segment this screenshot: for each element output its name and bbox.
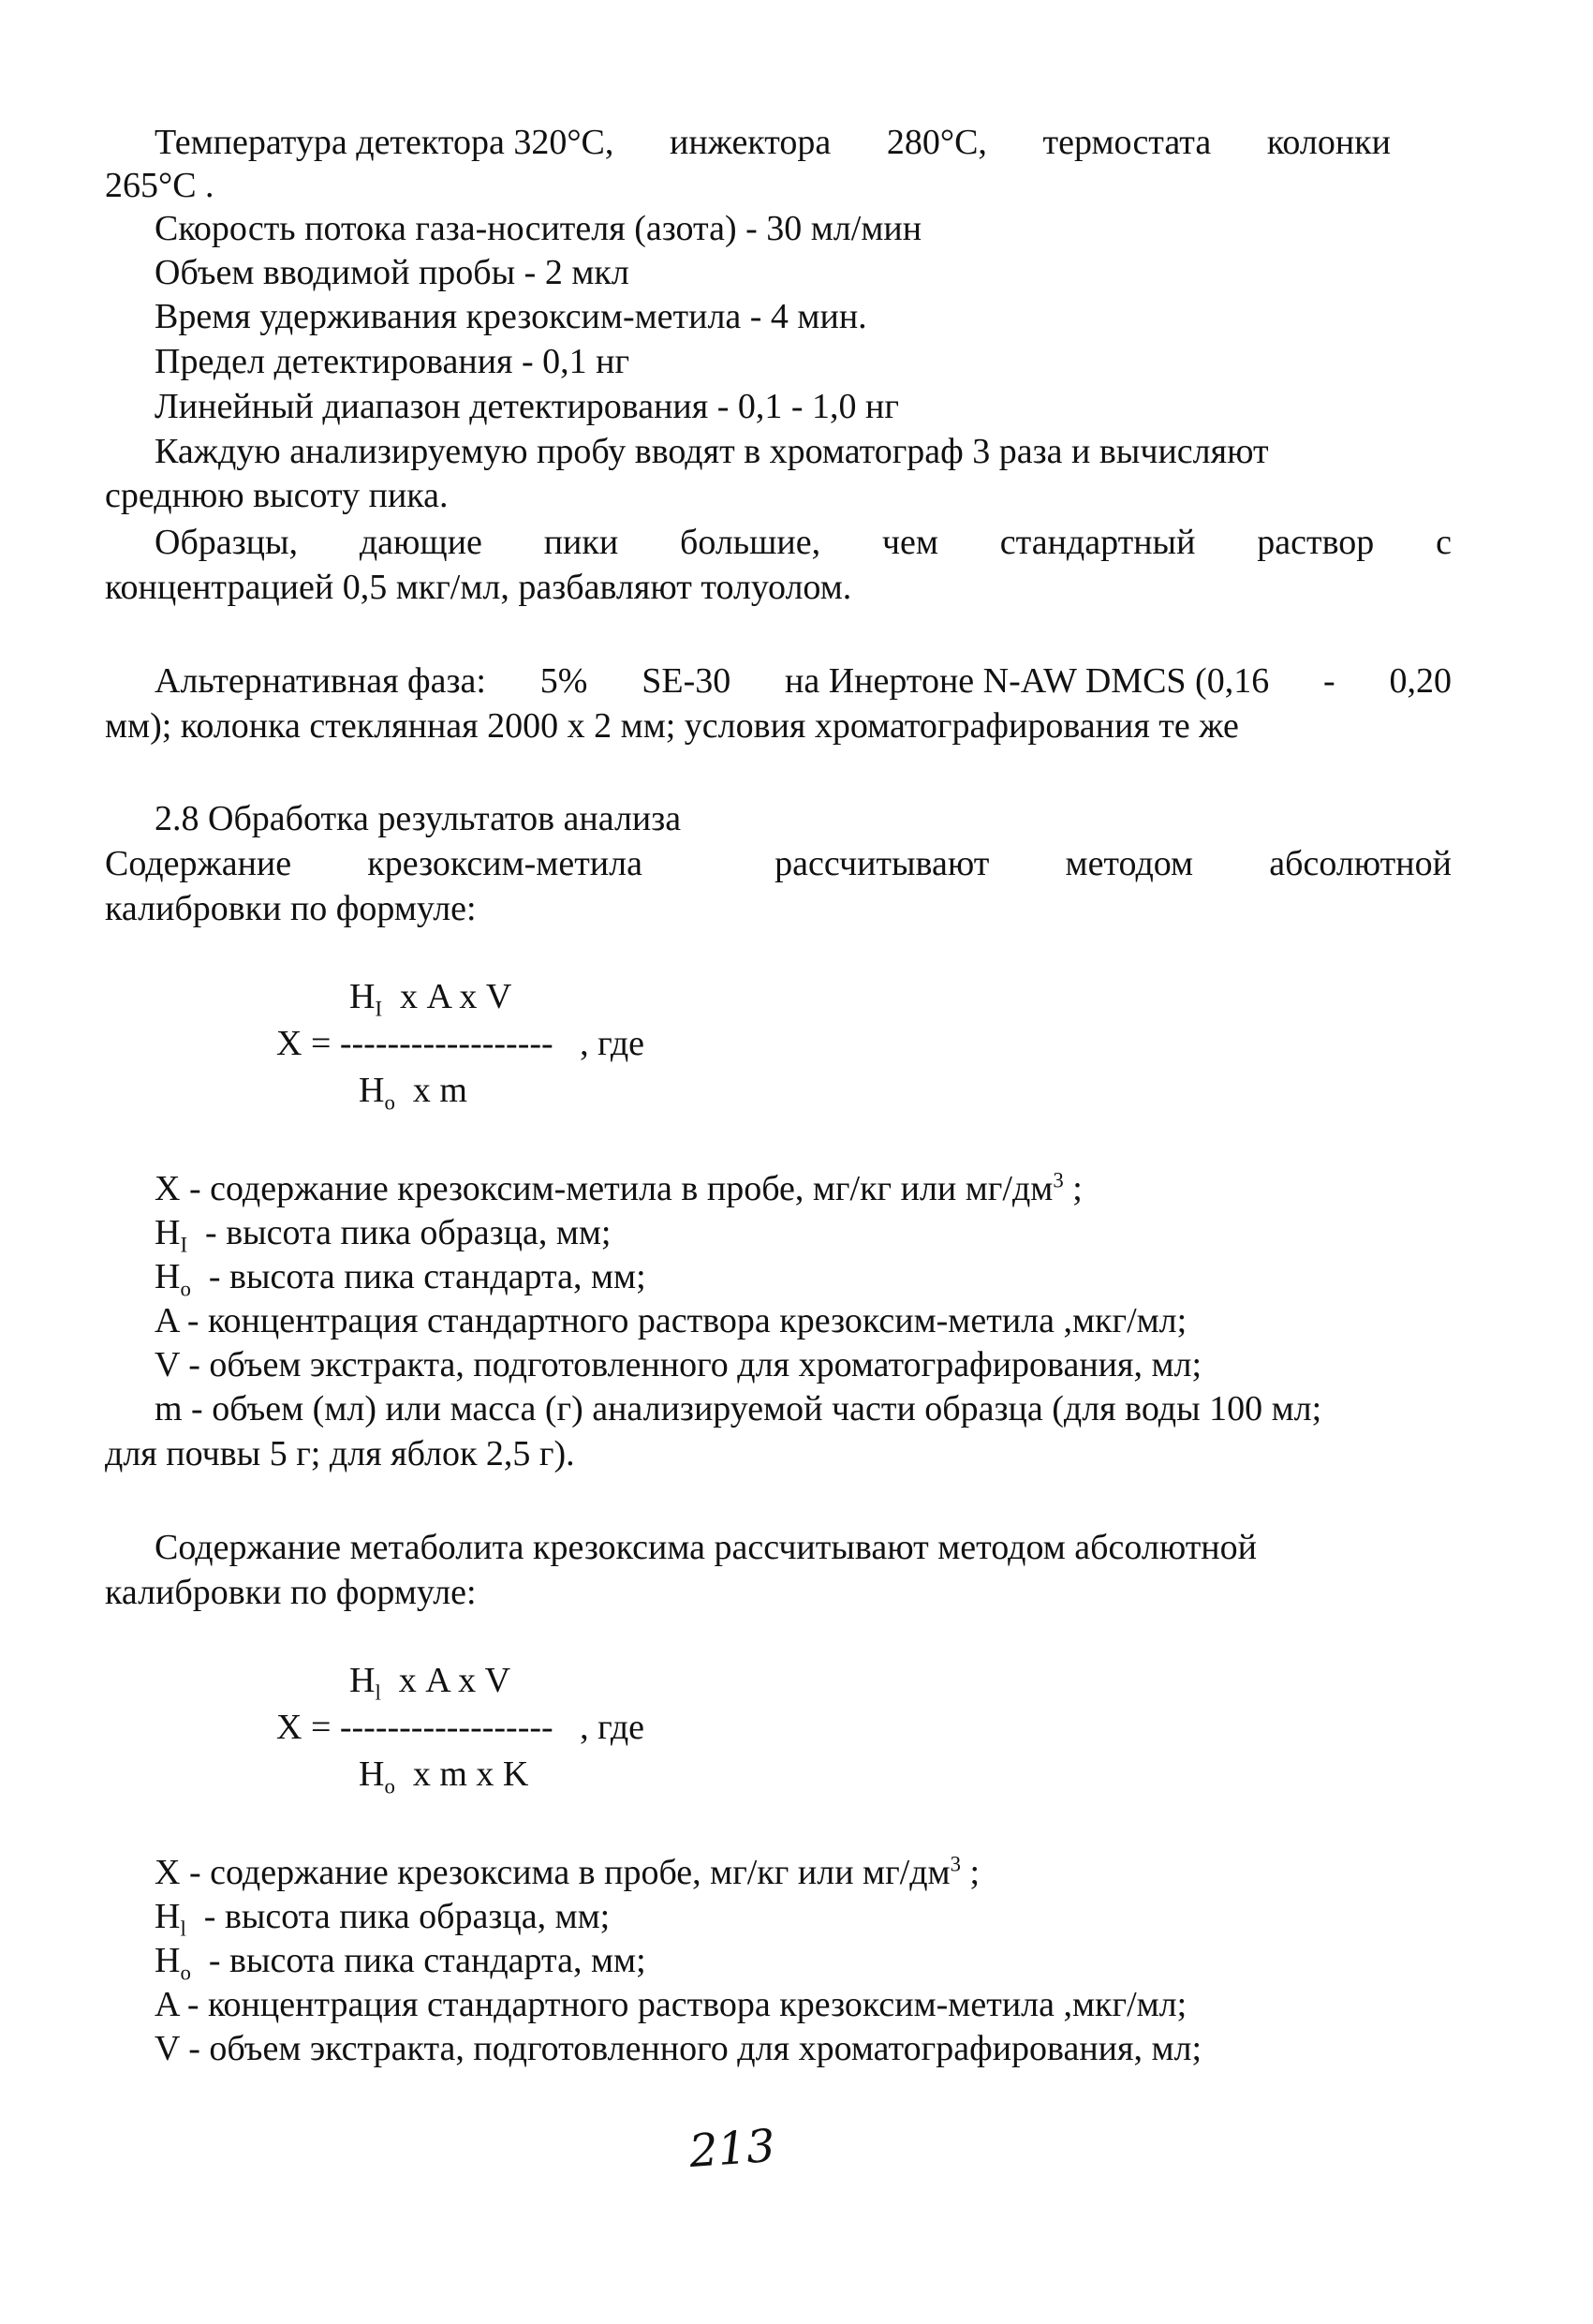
legend-text: ; [1063,1169,1083,1208]
subscript: o [180,1961,191,1985]
fraction-bar: ------------------ [339,1024,553,1063]
alternative-part: на Инертоне N-AW DMCS (0,16 [785,661,1270,701]
section-intro-line-1 [105,841,1452,887]
fraction-bar: ------------------ [339,1708,553,1747]
temperature-part: колонки [1266,123,1391,162]
injection-line-1: Каждую анализируемую пробу вводят в хроматограф 3 раза и вычисляют [155,432,1269,471]
injection-line-2: среднюю высоту пика. [105,476,449,515]
symbol-h0: H [359,1754,385,1794]
legend-text: X - содержание крезоксим-метила в пробе, мг/кг или мг/дм [155,1169,1054,1208]
samples-word: с [1436,523,1452,562]
symbol: H [155,1257,181,1296]
legend-1-m-line-2: для почвы 5 г; для яблок 2,5 г). [105,1434,575,1473]
formula-lhs: X = [276,1024,332,1063]
intro-word: рассчитывают [774,844,990,883]
linear-range-line: Линейный диапазон детектирования - 0,1 - 1,0 нг [155,387,899,426]
retention-time-line: Время удерживания крезоксим-метила - 4 мин. [155,297,867,336]
formula-2-fraction-row [276,1705,644,1751]
legend-1-x [155,1166,1083,1212]
numerator-factors: х A х V [400,977,512,1016]
subscript: l [375,1680,381,1705]
samples-line-2: концентрацией 0,5 мкг/мл, разбавляют толуолом. [105,568,852,607]
intro-word: Содержание [105,844,292,883]
formula-2 [276,1658,801,1817]
superscript: 3 [1053,1168,1064,1192]
alternative-part: - [1323,661,1335,701]
sample-volume-line: Объем вводимой пробы - 2 мкл [155,253,629,292]
temperature-part: Температура детектора 320°С, [155,123,614,162]
temperature-line [155,120,1391,166]
formula-lhs: X = [276,1708,332,1747]
subscript: o [180,1277,191,1301]
alternative-part: SE-30 [642,661,731,701]
numerator-factors: х A х V [398,1661,511,1700]
denominator-factors: х m х K [412,1754,529,1794]
legend-2-h1 [155,1894,610,1940]
samples-word: Образцы, [155,523,299,562]
temperature-part: инжектора [670,123,832,162]
legend-2-h0 [155,1938,646,1984]
legend-1-a: A - концентрация стандартного раствора крезоксим-метила ,мкг/мл; [155,1301,1187,1340]
legend-text: - высота пика стандарта, мм; [208,1257,646,1296]
formula-where: , где [580,1708,645,1747]
temperature-part: термостата [1042,123,1212,162]
symbol-h1: H [349,977,376,1016]
formula-where: , где [580,1024,645,1063]
subscript: l [180,1917,186,1941]
samples-word: раствор [1257,523,1375,562]
page-number: 213 [687,2119,777,2179]
subscript: I [180,1233,188,1257]
section-intro-line-2: калибровки по формуле: [105,889,477,928]
samples-word: дающие [359,523,482,562]
subscript: o [384,1774,395,1799]
legend-text: X - содержание крезоксима в пробе, мг/кг или мг/дм [155,1853,951,1892]
intro-word: крезоксим-метила [367,844,642,883]
alternative-line-2: мм); колонка стеклянная 2000 х 2 мм; условия хроматографирования те же [105,706,1239,746]
samples-line-1 [155,520,1452,566]
formula-1-fraction-row [276,1021,644,1067]
symbol: H [155,1213,181,1252]
alternative-part: 5% [539,661,588,701]
symbol-h1: H [349,1661,376,1700]
formula-1-numerator [349,974,511,1020]
alternative-line-1 [155,659,1452,704]
legend-text: - высота пика стандарта, мм; [208,1941,646,1980]
symbol: H [155,1941,181,1980]
formula-1 [276,974,801,1133]
alternative-part: 0,20 [1389,661,1452,701]
legend-2-v: V - объем экстракта, подготовленного для хроматографирования, мл; [155,2029,1202,2068]
legend-2-x [155,1850,980,1896]
samples-word: большие, [680,523,821,562]
metabolite-line-2: калибровки по формуле: [105,1573,477,1612]
flow-rate-line: Скорость потока газа-носителя (азота) - 30 мл/мин [155,209,922,248]
legend-1-h1 [155,1210,611,1256]
legend-2-a: A - концентрация стандартного раствора крезоксим-метила ,мкг/мл; [155,1985,1187,2024]
symbol-h0: H [359,1071,385,1110]
samples-word: пики [543,523,619,562]
alternative-part: Альтернативная фаза: [155,661,486,701]
legend-1-m-line-1: m - объем (мл) или масса (г) анализируемой части образца (для воды 100 мл; [155,1389,1322,1428]
denominator-factors: х m [412,1071,467,1110]
intro-word: абсолютной [1269,844,1452,883]
metabolite-line-1: Содержание метаболита крезоксима рассчитывают методом абсолютной [155,1528,1257,1567]
formula-1-denominator [359,1068,467,1114]
subscript: o [384,1090,395,1115]
legend-text: ; [961,1853,981,1892]
legend-text: - высота пика образца, мм; [205,1213,612,1252]
subscript: I [375,997,383,1021]
symbol: H [155,1897,181,1936]
samples-word: стандартный [999,523,1196,562]
superscript: 3 [950,1852,962,1876]
legend-1-h0 [155,1254,646,1300]
detection-limit-line: Предел детектирования - 0,1 нг [155,342,630,381]
formula-2-numerator [349,1658,510,1704]
legend-1-v: V - объем экстракта, подготовленного для хроматографирования, мл; [155,1345,1202,1384]
formula-2-denominator [359,1752,528,1798]
samples-word: чем [881,523,938,562]
section-heading: 2.8 Обработка результатов анализа [155,799,682,838]
legend-text: - высота пика образца, мм; [203,1897,611,1936]
temperature-line-tail: 265°С . [105,166,214,205]
temperature-part: 280°С, [886,123,987,162]
intro-word: методом [1065,844,1194,883]
